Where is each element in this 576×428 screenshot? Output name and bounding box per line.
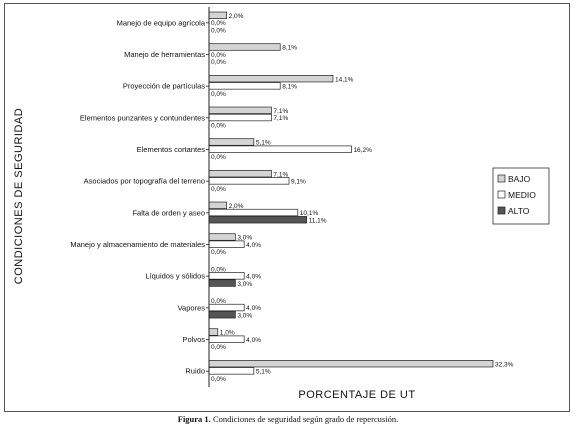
data-label: 8,1% [282, 44, 298, 52]
data-label: 7,1% [273, 108, 289, 116]
bar-medio [209, 209, 298, 216]
bar-bajo [209, 12, 227, 19]
bar-medio [209, 83, 280, 90]
data-label: 0,0% [211, 298, 226, 306]
data-label: 4,0% [246, 273, 261, 281]
data-label: 11,1% [308, 217, 327, 225]
bars-group [209, 12, 493, 374]
data-label: 0,0% [211, 249, 226, 257]
bar-medio [209, 304, 244, 311]
data-label: 3,0% [237, 234, 253, 242]
category-label: Manejo de equipo agrícola [116, 18, 205, 28]
data-label: 0,0% [211, 185, 226, 193]
bar-bajo [209, 170, 271, 177]
legend-label-medio: MEDIO [508, 190, 536, 200]
data-label: 9,1% [291, 178, 306, 186]
data-label: 0,0% [211, 51, 226, 59]
data-label: 1,0% [219, 329, 235, 337]
bar-medio [209, 273, 244, 280]
bar-bajo [209, 44, 280, 51]
bar-bajo [209, 107, 271, 114]
data-label: 5,1% [255, 139, 271, 147]
category-label: Líquidos y sólidos [145, 271, 205, 281]
data-label: 32,3% [495, 361, 514, 369]
data-label: 10,1% [299, 210, 319, 218]
data-label: 14,1% [334, 76, 354, 84]
data-label: 0,0% [211, 154, 226, 162]
data-label: 4,0% [246, 305, 261, 313]
category-label: Elementos punzantes y contundentes [79, 113, 205, 123]
category-label: Ruido [185, 366, 205, 376]
category-label: Elementos cortantes [136, 145, 205, 154]
bar-medio [209, 178, 289, 185]
legend [493, 168, 549, 224]
data-label: 2,0% [228, 203, 244, 211]
data-label: 3,0% [237, 280, 253, 288]
y-axis-title: CONDICIONES DE SEGURIDAD [13, 107, 25, 285]
data-label: 3,0% [237, 312, 253, 320]
figure-caption [0, 414, 576, 424]
legend-label-alto: ALTO [508, 206, 530, 216]
legend-swatch-bajo [498, 175, 505, 182]
legend-label-bajo: BAJO [508, 174, 531, 184]
data-label: 4,0% [246, 336, 261, 344]
data-label: 2,0% [228, 13, 244, 21]
data-label: 0,0% [211, 122, 226, 130]
category-label: Manejo y almacenamiento de materiales [70, 240, 205, 249]
bar-bajo [209, 329, 218, 336]
data-label: 7,1% [273, 115, 289, 123]
data-label: 0,0% [211, 59, 226, 67]
data-label: 0,0% [211, 344, 226, 352]
bar-alto [209, 311, 235, 318]
data-label: 0,0% [211, 266, 226, 274]
category-label: Polvos [182, 335, 205, 344]
caption-text: Condiciones de seguridad según grado de repercusión. [212, 414, 399, 424]
data-label: 0,0% [211, 27, 226, 35]
legend-swatch-alto [498, 207, 505, 214]
data-label: 7,1% [273, 171, 289, 179]
data-label: 0,0% [211, 375, 226, 383]
data-label: 4,0% [246, 241, 261, 249]
bar-medio [209, 336, 244, 343]
bar-bajo [209, 234, 235, 241]
bar-bajo [209, 202, 227, 209]
data-label: 0,0% [211, 90, 226, 98]
category-label: Manejo de herramientas [124, 50, 205, 59]
data-labels-group [211, 13, 514, 383]
bar-alto [209, 280, 235, 287]
data-label: 8,1% [282, 83, 298, 91]
bar-bajo [209, 360, 493, 367]
bar-medio [209, 146, 351, 153]
category-label: Falta de orden y aseo [132, 208, 205, 218]
category-label: Proyección de partículas [122, 81, 205, 91]
category-label: Asociados por topografía del terreno [83, 176, 205, 186]
bar-bajo [209, 75, 333, 82]
bar-alto [209, 216, 307, 223]
category-labels-group [70, 18, 209, 375]
bar-medio [209, 114, 271, 121]
data-label: 16,2% [353, 146, 372, 154]
x-axis-title: PORCENTAJE DE UT [298, 389, 416, 401]
legend-swatch-medio [498, 191, 505, 198]
bar-bajo [209, 139, 254, 146]
data-label: 0,0% [211, 20, 226, 28]
data-label: 5,1% [255, 368, 271, 376]
bar-medio [209, 368, 254, 375]
category-label: Vapores [177, 303, 205, 313]
caption-prefix: Figura 1. [177, 414, 211, 424]
bar-medio [209, 241, 244, 248]
